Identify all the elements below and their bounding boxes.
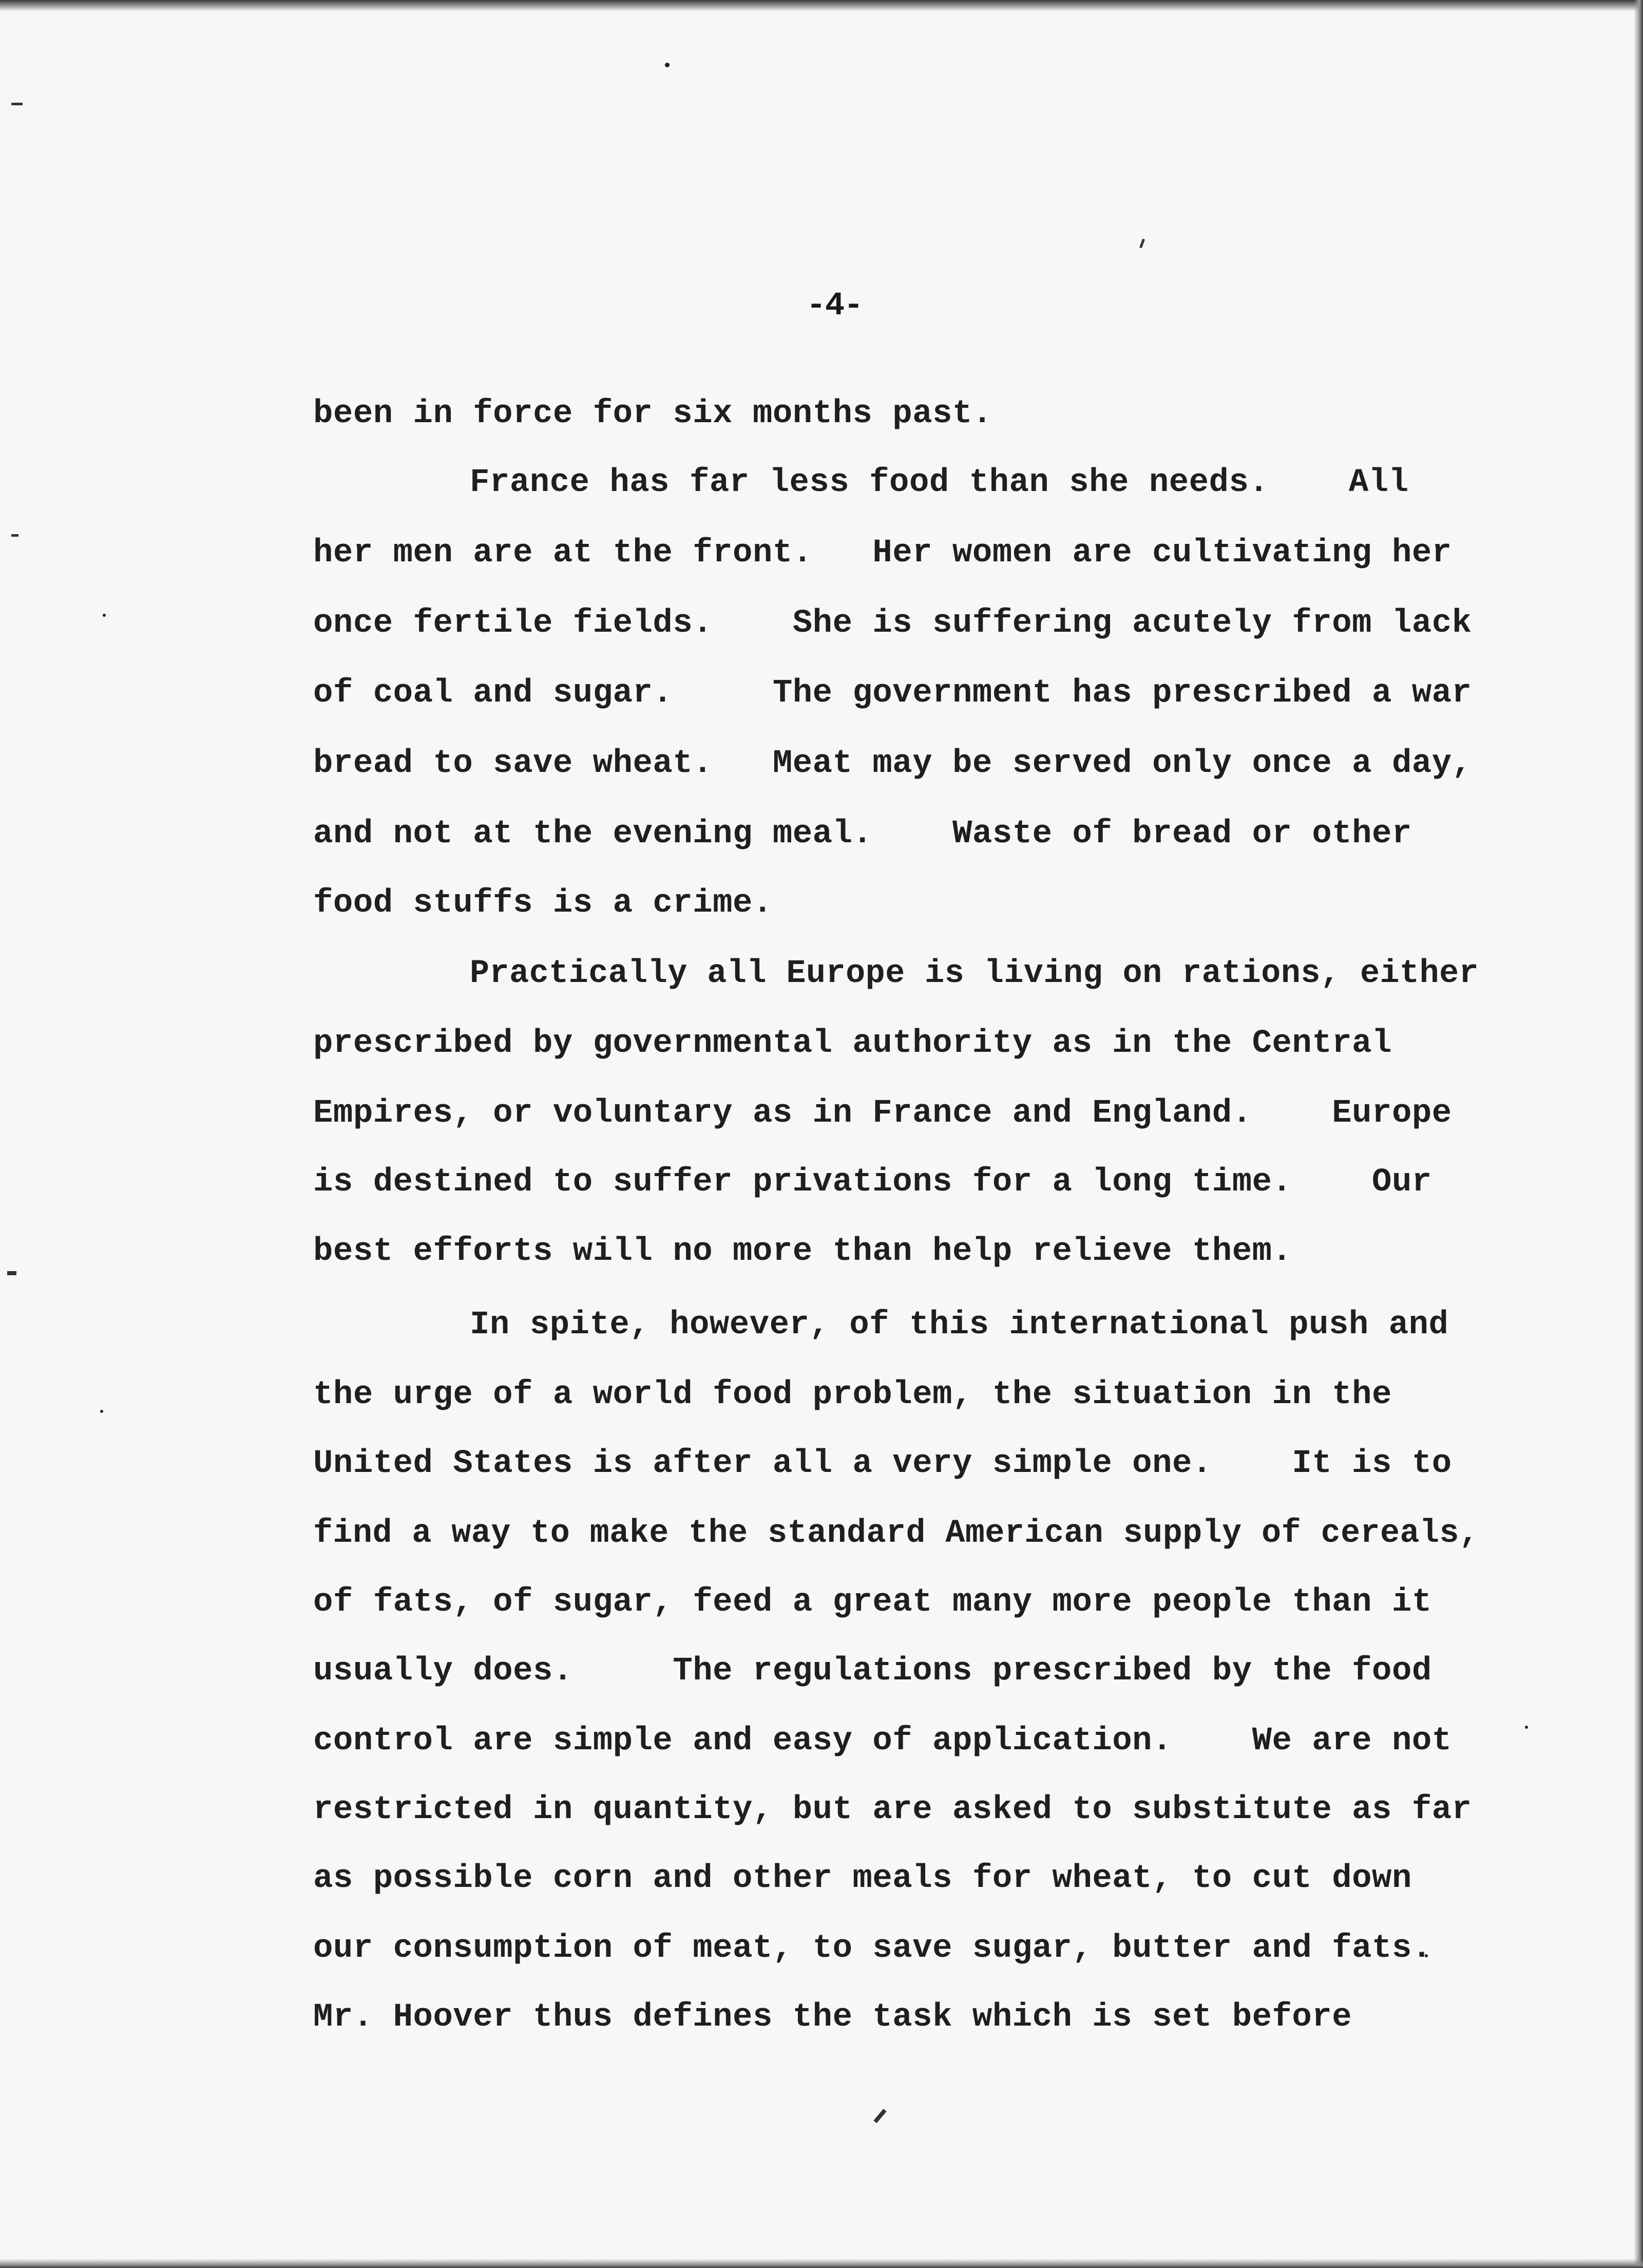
scan-speck [1525, 1726, 1528, 1729]
text-line: as possible corn and other meals for wheat, to cut down [313, 1860, 1412, 1897]
text-line: bread to save wheat. Meat may be served only once a day, [313, 745, 1472, 782]
text-line: food stuffs is a crime. [313, 885, 773, 922]
text-line: restricted in quantity, but are asked to substitute as far [313, 1791, 1472, 1828]
scan-speck [665, 63, 670, 67]
text-line: Empires, or voluntary as in France and England. Europe [313, 1095, 1452, 1132]
text-line: Practically all Europe is living on rations, either [470, 955, 1479, 992]
text-line: prescribed by governmental authority as in the Central [313, 1025, 1392, 1062]
scan-mark [873, 2109, 886, 2123]
scan-mark [11, 534, 18, 537]
scan-mark [11, 103, 23, 105]
text-line: United States is after all a very simple one. It is to [313, 1445, 1452, 1482]
text-line: of coal and sugar. The government has prescribed a war [313, 675, 1472, 712]
text-line: and not at the evening meal. Waste of bread or other [313, 816, 1412, 853]
page-number: -4- [806, 288, 863, 325]
text-line: been in force for six months past. [313, 395, 992, 432]
scan-edge-right [1634, 0, 1643, 2268]
scan-speck [103, 614, 106, 617]
text-line: Mr. Hoover thus defines the task which is set before [313, 1999, 1352, 2036]
scan-mark [1139, 239, 1145, 249]
text-line: our consumption of meat, to save sugar, butter and fats. [313, 1930, 1432, 1967]
text-line: the urge of a world food problem, the situation in the [313, 1376, 1392, 1413]
scan-edge-bottom [0, 2259, 1643, 2268]
text-line: France has far less food than she needs. All [470, 464, 1409, 501]
scan-edge-top [0, 0, 1643, 11]
text-line: best efforts will no more than help relieve them. [313, 1233, 1292, 1270]
text-line: find a way to make the standard American supply of cereals, [313, 1515, 1479, 1552]
text-line: In spite, however, of this international push and [470, 1307, 1449, 1344]
text-line: usually does. The regulations prescribed by the food [313, 1653, 1432, 1690]
scan-speck [100, 1410, 103, 1413]
text-line: control are simple and easy of application. We are not [313, 1723, 1452, 1760]
scan-mark [7, 1271, 16, 1275]
text-line: once fertile fields. She is suffering acutely from lack [313, 605, 1472, 642]
text-line: her men are at the front. Her women are cultivating her [313, 535, 1452, 572]
text-line: is destined to suffer privations for a long time. Our [313, 1164, 1432, 1201]
text-line: of fats, of sugar, feed a great many more people than it [313, 1584, 1432, 1621]
